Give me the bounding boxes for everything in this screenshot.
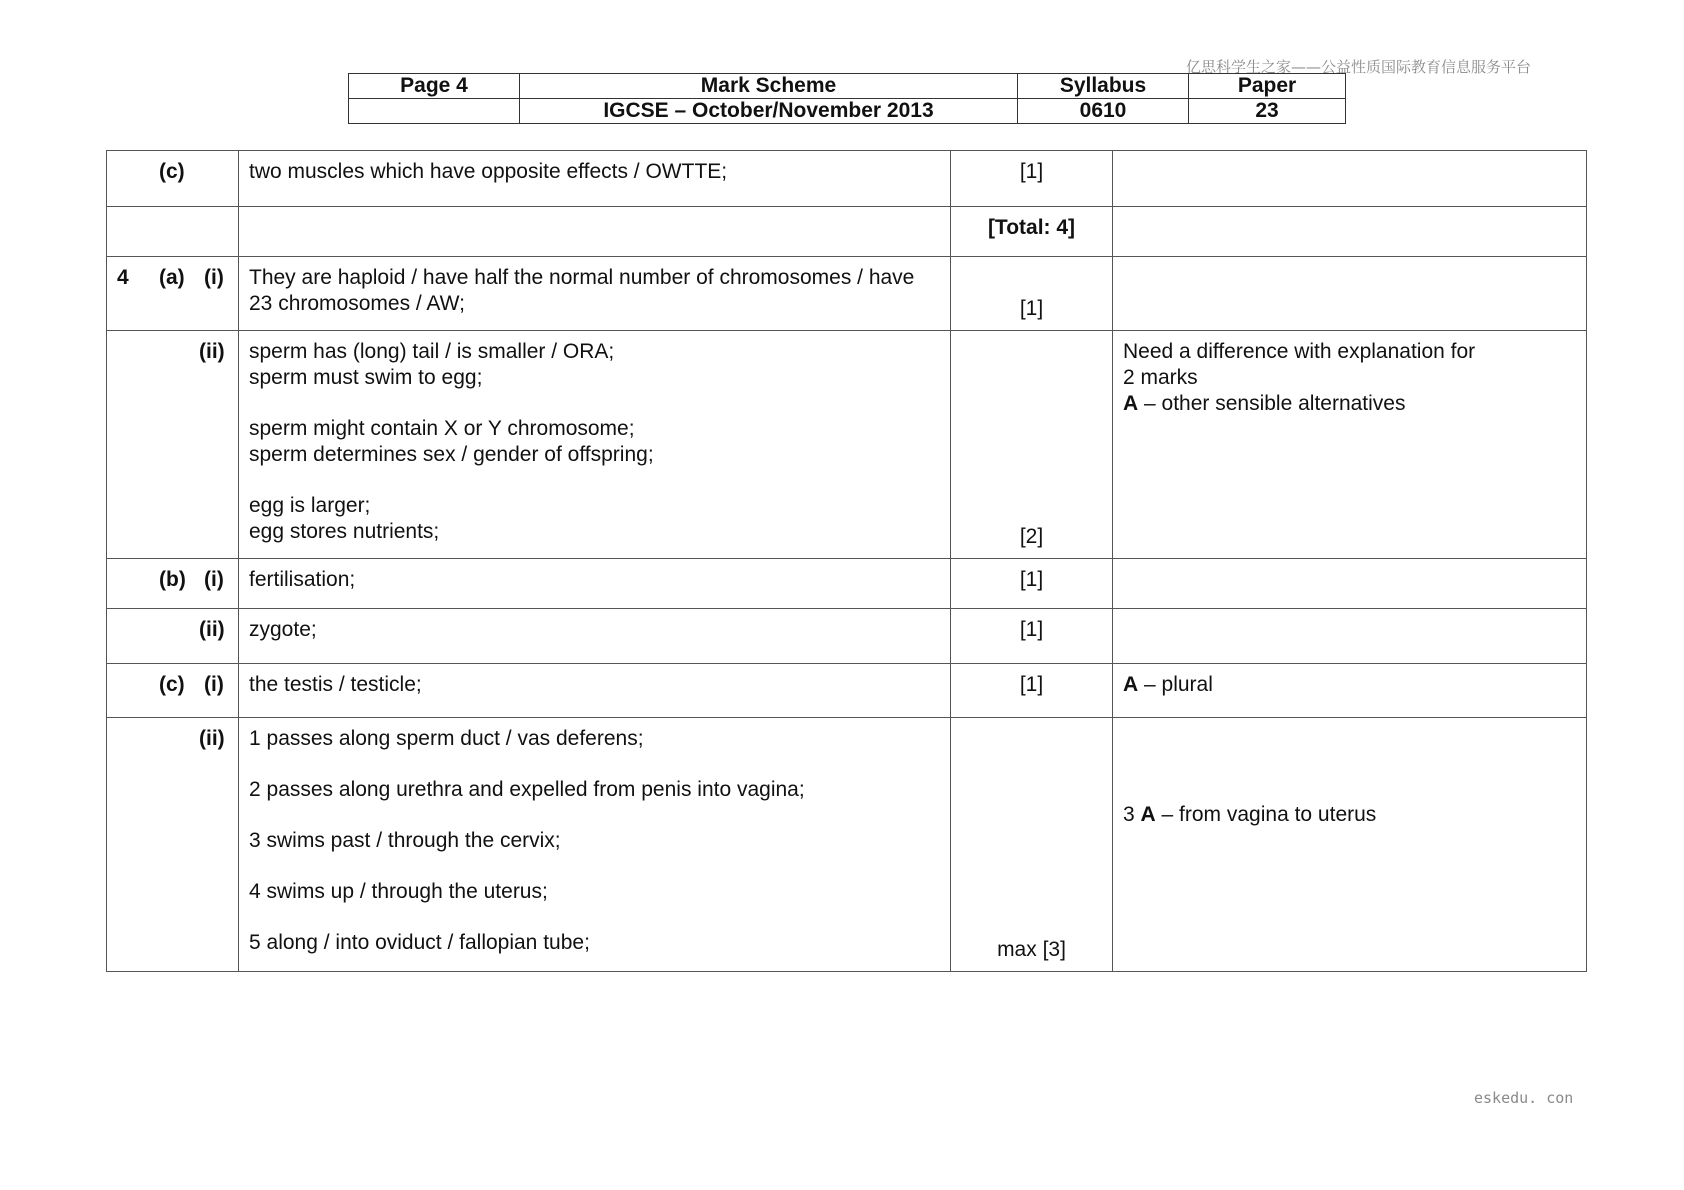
- watermark-top: 亿思科学生之家——公益性质国际教育信息服务平台: [1186, 58, 1532, 76]
- table-row: [107, 257, 1587, 331]
- subpart-label: (i): [204, 673, 224, 696]
- guidance-cell: [1113, 207, 1587, 257]
- subpart-label: (ii): [199, 727, 225, 750]
- paper-number: 23: [1189, 99, 1346, 124]
- mark-cell: [1]: [951, 664, 1113, 718]
- answer-line: 5 along / into oviduct / fallopian tube;: [249, 931, 590, 954]
- mark-cell: max [3]: [951, 718, 1113, 972]
- answer-cell: two muscles which have opposite effects / OWTTE;: [239, 151, 951, 207]
- question-cell: [107, 609, 239, 664]
- guidance-text: – other sensible alternatives: [1138, 392, 1406, 415]
- guidance-prefix: 3: [1123, 803, 1141, 826]
- answer-line: 3 swims past / through the cervix;: [249, 829, 561, 852]
- mark-cell: [1]: [951, 559, 1113, 609]
- question-cell: [107, 664, 239, 718]
- answer-line: egg is larger;: [249, 494, 371, 517]
- syllabus-code: 0610: [1018, 99, 1189, 124]
- watermark-bottom: eskedu. con: [1474, 1089, 1574, 1107]
- answer-line: 1 passes along sperm duct / vas deferens;: [249, 727, 644, 750]
- answer-line: egg stores nutrients;: [249, 520, 440, 543]
- question-cell: [107, 257, 239, 331]
- guidance-cell: [1113, 664, 1587, 718]
- part-label: (a): [159, 266, 185, 289]
- question-cell: [107, 151, 239, 207]
- answer-cell: the testis / testicle;: [239, 664, 951, 718]
- part-label: (b): [159, 568, 186, 591]
- answer-cell: fertilisation;: [239, 559, 951, 609]
- answer-line: 4 swims up / through the uterus;: [249, 880, 548, 903]
- exam-session: IGCSE – October/November 2013: [520, 99, 1018, 124]
- answer-line: sperm might contain X or Y chromosome;: [249, 417, 635, 440]
- syllabus-label: Syllabus: [1018, 74, 1189, 99]
- question-cell: [107, 207, 239, 257]
- mark-cell: [1]: [951, 151, 1113, 207]
- answer-line: They are haploid / have half the normal number of chromosomes / have: [249, 266, 915, 289]
- question-number: 4: [117, 266, 129, 289]
- subpart-label: (i): [204, 568, 224, 591]
- guidance-text: – from vagina to uterus: [1155, 803, 1377, 826]
- subpart-label: (i): [204, 266, 224, 289]
- answer-cell: zygote;: [239, 609, 951, 664]
- table-row: [107, 151, 1587, 207]
- guidance-cell: [1113, 559, 1587, 609]
- answer-cell: [239, 331, 951, 559]
- mark-cell: [1]: [951, 609, 1113, 664]
- accept-label: A: [1123, 392, 1139, 415]
- answer-line: sperm must swim to egg;: [249, 366, 483, 389]
- header-table: [348, 73, 1346, 124]
- guidance-line: [1123, 391, 1576, 417]
- question-cell: [107, 718, 239, 972]
- accept-label: A: [1123, 673, 1139, 696]
- answer-line: 2 passes along urethra and expelled from penis into vagina;: [249, 778, 805, 801]
- guidance-cell: [1113, 151, 1587, 207]
- answer-line: 23 chromosomes / AW;: [249, 292, 465, 315]
- total-mark: [Total: 4]: [951, 207, 1113, 257]
- table-row: [107, 664, 1587, 718]
- table-row: [107, 559, 1587, 609]
- guidance-text: – plural: [1138, 673, 1213, 696]
- subpart-label: (ii): [199, 618, 225, 641]
- answer-cell: [239, 207, 951, 257]
- question-cell: [107, 331, 239, 559]
- mark-scheme-table: [106, 150, 1587, 972]
- answer-line: sperm determines sex / gender of offspring;: [249, 443, 654, 466]
- answer-cell: [239, 257, 951, 331]
- answer-cell: [239, 718, 951, 972]
- table-row: [107, 718, 1587, 972]
- page-number: Page 4: [349, 74, 520, 99]
- part-label: (c): [159, 160, 185, 183]
- guidance-cell: [1113, 609, 1587, 664]
- subpart-label: (ii): [199, 340, 225, 363]
- table-row: [107, 207, 1587, 257]
- accept-label: A: [1140, 803, 1156, 826]
- guidance-line: Need a difference with explanation for: [1123, 340, 1476, 363]
- part-label: (c): [159, 673, 185, 696]
- question-cell: [107, 559, 239, 609]
- guidance-cell: [1113, 257, 1587, 331]
- answer-line: sperm has (long) tail / is smaller / ORA;: [249, 340, 615, 363]
- header-title: Mark Scheme: [520, 74, 1018, 99]
- paper-label: Paper: [1189, 74, 1346, 99]
- mark-cell: [2]: [951, 331, 1113, 559]
- header-blank: [349, 99, 520, 124]
- table-row: [107, 609, 1587, 664]
- table-row: [107, 331, 1587, 559]
- mark-cell: [1]: [951, 257, 1113, 331]
- guidance-cell: [1113, 331, 1587, 559]
- guidance-line: 2 marks: [1123, 366, 1198, 389]
- guidance-line: [1123, 802, 1576, 828]
- guidance-cell: [1113, 718, 1587, 972]
